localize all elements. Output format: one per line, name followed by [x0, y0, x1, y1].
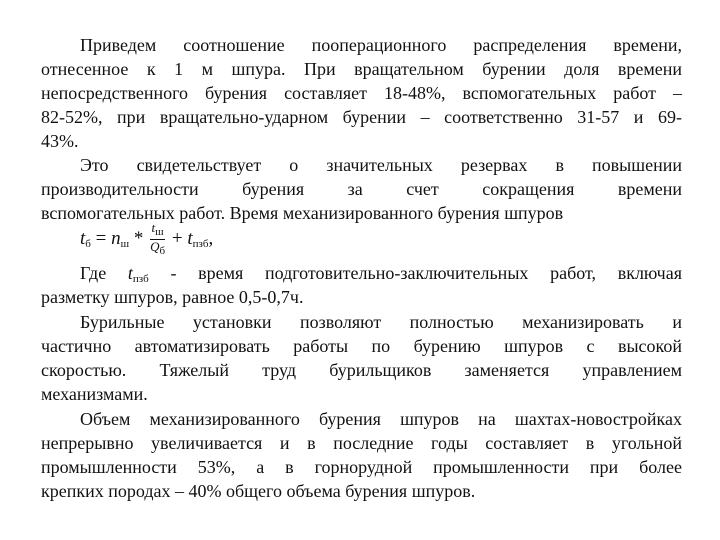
- paragraph-2-line-1: Это свидетельствует о значительных резервах в повышении: [80, 155, 682, 175]
- paragraph-4-line-1: Бурильные установки позволяют полностью механизировать и: [80, 312, 682, 332]
- formula-fraction: $\frac{t_ш}{Q_б}$: [150, 220, 166, 257]
- paragraph-2-line-2: производительности бурения за счет сокращения времени: [41, 179, 682, 199]
- paragraph-4-line-3: скоростью. Тяжелый труд бурильщиков заменяется управлением: [41, 360, 682, 380]
- paragraph-1-line-1: Приведем соотношение пооперационного распределения времени,: [80, 35, 682, 55]
- paragraph-5-line-1: Объем механизированного бурения шпуров на шахтах-новостройках: [80, 409, 682, 429]
- paragraph-4-line-2: частично автоматизировать работы по бурению шпуров с высокой: [41, 336, 682, 356]
- paragraph-2-line-3: вспомогательных работ. Время механизированного бурения шпуров: [41, 203, 564, 223]
- drilling-time-formula: tб = nш * $\frac{t_ш}{Q_б}$ + tпзб,: [80, 220, 214, 257]
- paragraph-5-line-4: крепких породах – 40% общего объема бурения шпуров.: [41, 481, 476, 501]
- paragraph-3-line-1: Где tпзб - время подготовительно-заключительных работ, включая: [80, 263, 683, 285]
- paragraph-1-line-2: отнесенное к 1 м шпура. При вращательном бурении доля времени: [41, 59, 682, 79]
- paragraph-5-line-3: промышленности 53%, а в горнорудной промышленности при более: [41, 457, 682, 477]
- paragraph-1-line-5: 43%.: [41, 131, 79, 151]
- paragraph-5-line-2: непрерывно увеличивается и в последние годы составляет в угольной: [41, 433, 682, 453]
- paragraph-1-line-3: непосредственного бурения составляет 18-48%, вспомогательных работ –: [41, 83, 682, 103]
- paragraph-3-line-2: разметку шпуров, равное 0,5-0,7ч.: [41, 287, 304, 307]
- paragraph-4-line-4: механизмами.: [41, 384, 148, 404]
- paragraph-1-line-4: 82-52%, при вращательно-ударном бурении – соответственно 31-57 и 69-: [41, 107, 682, 127]
